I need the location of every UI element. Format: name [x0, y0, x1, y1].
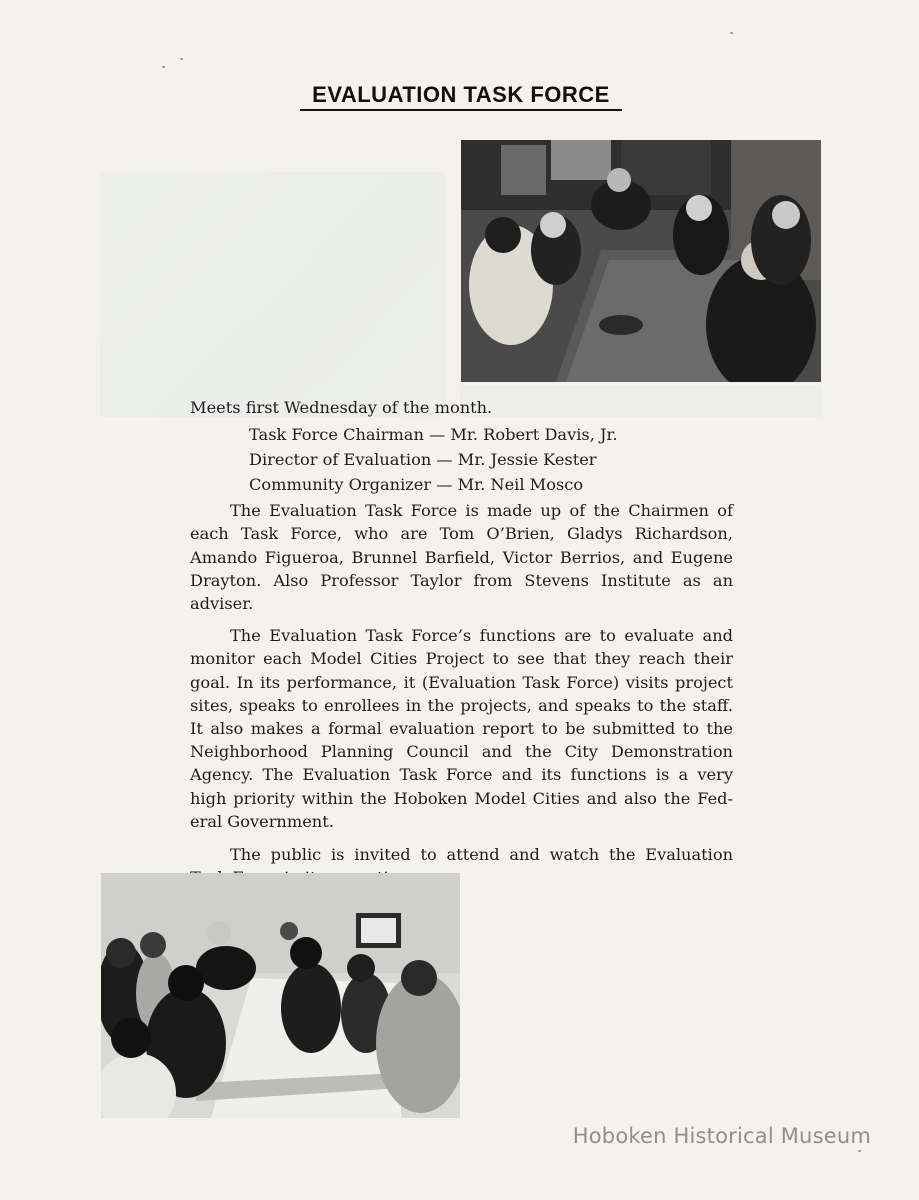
- body-text: [190, 396, 733, 889]
- officer-list: [249, 422, 733, 497]
- meeting-photo-icon: [461, 140, 821, 382]
- officer-line: Director of Evaluation — Mr. Jessie Kester: [249, 450, 597, 470]
- paragraph-invitation: The public is invited to attend and watch the Evaluation: [230, 845, 733, 865]
- museum-watermark: Hoboken Historical Museum: [572, 1124, 871, 1148]
- paper-speck: [162, 66, 165, 68]
- paper-speck: [730, 32, 733, 34]
- officer-line: Task Force Chairman — Mr. Robert Davis, Jr.: [249, 425, 618, 445]
- paper-speck: [858, 1150, 861, 1152]
- meeting-photo-icon: [101, 873, 460, 1118]
- bleed-through-shadow: [100, 172, 445, 417]
- page-title: EVALUATION TASK FORCE: [300, 82, 622, 111]
- officer-line: Community Organizer — Mr. Neil Mosco: [249, 475, 584, 495]
- paragraph-functions: The Evaluation Task Force’s functions are to evaluate and monitor each Model Cities Project to see that they reach their goal. In its performance, it (Evaluation Task Force) visits project sites, speaks to enrollees in the projects, and speaks to the staff. It also makes a formal evaluation report to be submitted to the Neighborhood Planning Council and the City Demonstration Agency. The Evaluation Task Force and its functions is a very high priority within the Hoboken Model Cities and also the Federal Government.: [190, 626, 733, 831]
- paper-speck: [180, 58, 183, 60]
- meeting-schedule: Meets first Wednesday of the month.: [190, 398, 493, 417]
- paragraph-members: The Evaluation Task Force is made up of the Chairmen of each Task Force, who are Tom O’Brien, Gladys Richardson, Amando Figueroa, Brunnel Barfield, Victor Berrios, and Eugene Drayton. Also Professor Taylor from Stevens Institute as an adviser.: [190, 501, 733, 614]
